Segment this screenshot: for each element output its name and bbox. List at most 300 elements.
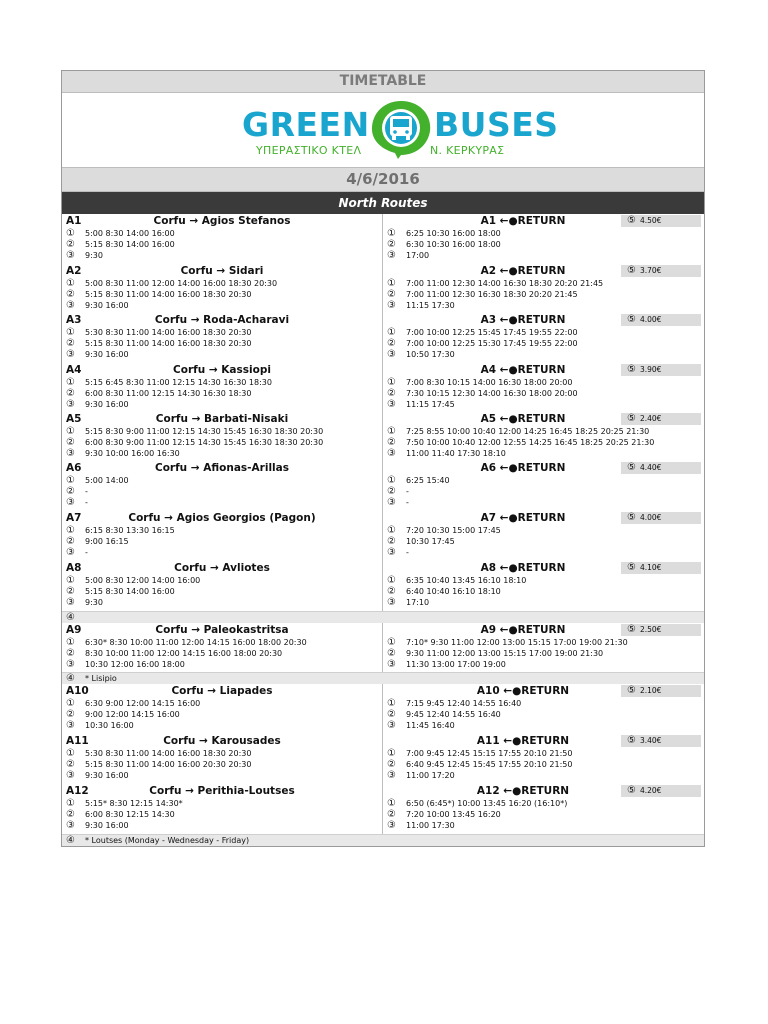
day-type-marker: ③ — [66, 597, 75, 608]
day-type-marker: ② — [66, 648, 75, 659]
departure-times: 6:25 10:30 16:00 18:00 — [406, 229, 501, 238]
day-type-marker: ② — [66, 388, 75, 399]
day-type-marker: ① — [387, 748, 396, 759]
fare-icon: ⑤ — [627, 685, 636, 696]
schedule-row — [383, 388, 704, 399]
route-code: A2 — [66, 265, 82, 277]
schedule-row — [383, 720, 704, 731]
schedule-row — [383, 228, 704, 239]
schedule-row — [383, 770, 704, 781]
footnote-marker: ④ — [66, 835, 75, 846]
departure-times: 5:15 8:30 14:00 16:00 — [85, 240, 175, 249]
day-type-marker: ② — [387, 486, 396, 497]
route-destination: Corfu → Agios Stefanos — [153, 215, 291, 227]
schedule-row — [383, 448, 704, 459]
route-header — [62, 511, 382, 525]
departure-times: 6:00 8:30 11:00 12:15 14:30 16:30 18:30 — [85, 389, 252, 398]
fare-badge — [621, 562, 701, 574]
footnote-text: * Loutses (Monday - Wednesday - Friday) — [85, 836, 250, 845]
day-type-marker: ③ — [387, 720, 396, 731]
return-label: A2 ←●RETURN — [480, 265, 566, 277]
route-header — [62, 561, 382, 575]
departure-times: 17:00 — [406, 251, 430, 260]
schedule-row — [62, 770, 382, 781]
departure-times: 9:30 10:00 16:00 16:30 — [85, 449, 180, 458]
route-destination: Corfu → Karousades — [163, 735, 281, 747]
schedule-row — [62, 536, 382, 547]
route-header — [62, 623, 382, 637]
return-label: A11 ←●RETURN — [476, 735, 570, 747]
day-type-marker: ② — [66, 536, 75, 547]
fare-icon: ⑤ — [627, 215, 636, 226]
day-type-marker: ③ — [66, 720, 75, 731]
schedule-row — [383, 486, 704, 497]
return-label: A6 ←●RETURN — [480, 462, 566, 474]
day-type-marker: ③ — [66, 399, 75, 410]
return-label: A7 ←●RETURN — [480, 512, 566, 524]
route-block — [62, 313, 704, 363]
schedule-row — [62, 399, 382, 410]
departure-times: 10:30 17:45 — [406, 537, 455, 546]
departure-times: 7:00 10:00 12:25 15:30 17:45 19:55 22:00 — [406, 339, 578, 348]
day-type-marker: ① — [66, 698, 75, 709]
route-block — [62, 412, 704, 461]
departure-times: 11:00 11:40 17:30 18:10 — [406, 449, 506, 458]
route-destination: Corfu → Paleokastritsa — [155, 624, 289, 636]
outbound-schedule — [62, 264, 383, 313]
outbound-schedule — [62, 784, 383, 834]
region-header: North Routes — [62, 192, 704, 214]
day-type-marker: ① — [66, 748, 75, 759]
route-block — [62, 363, 704, 412]
route-block — [62, 623, 704, 684]
fare-badge — [621, 215, 701, 227]
route-code: A7 — [66, 512, 82, 524]
day-type-marker: ② — [387, 437, 396, 448]
departure-times: 5:00 14:00 — [85, 476, 129, 485]
schedule-row — [62, 547, 382, 558]
schedule-row — [62, 748, 382, 759]
logo-banner — [62, 93, 704, 168]
route-row — [62, 684, 704, 734]
logo-word-buses: BUSES — [434, 105, 559, 144]
departure-times: 7:10* 9:30 11:00 12:00 13:00 15:15 17:00 19:00 21:30 — [406, 638, 628, 647]
day-type-marker: ② — [66, 809, 75, 820]
departure-times: - — [85, 548, 88, 557]
day-type-marker: ③ — [387, 497, 396, 508]
return-header — [383, 412, 704, 426]
schedule-row — [62, 759, 382, 770]
schedule-row — [383, 748, 704, 759]
schedule-row — [383, 547, 704, 558]
departure-times: 10:50 17:30 — [406, 350, 455, 359]
schedule-row — [62, 648, 382, 659]
day-type-marker: ① — [66, 426, 75, 437]
fare-icon: ⑤ — [627, 735, 636, 746]
departure-times: - — [85, 487, 88, 496]
day-type-marker: ① — [66, 575, 75, 586]
departure-times: 9:30 11:00 12:00 13:00 15:15 17:00 19:00 21:30 — [406, 649, 604, 658]
fare-icon: ⑤ — [627, 512, 636, 523]
departure-times: 11:00 17:30 — [406, 821, 455, 830]
route-destination: Corfu → Sidari — [180, 265, 264, 277]
route-code: A11 — [66, 735, 89, 747]
fare-value: 2.50€ — [639, 625, 662, 634]
logo-word-green: GREEN — [242, 105, 370, 144]
schedule-row — [62, 575, 382, 586]
day-type-marker: ② — [66, 486, 75, 497]
fare-value: 4.50€ — [639, 216, 662, 225]
fare-value: 3.90€ — [639, 365, 662, 374]
departure-times: 10:30 12:00 16:00 18:00 — [85, 660, 185, 669]
departure-times: 6:15 8:30 13:30 16:15 — [85, 526, 175, 535]
departure-times: 7:25 8:55 10:00 10:40 12:00 14:25 16:45 18:25 20:25 21:30 — [406, 427, 650, 436]
route-code: A9 — [66, 624, 82, 636]
schedule-row — [383, 525, 704, 536]
outbound-schedule — [62, 623, 383, 672]
departure-times: 9:00 16:15 — [85, 537, 129, 546]
schedule-row — [62, 437, 382, 448]
schedule-row — [383, 798, 704, 809]
departure-times: 9:30 16:00 — [85, 771, 129, 780]
day-type-marker: ① — [387, 377, 396, 388]
footnote-text: * Lisipio — [85, 674, 117, 683]
return-header — [383, 313, 704, 327]
schedule-row — [62, 289, 382, 300]
fare-value: 4.20€ — [639, 786, 662, 795]
day-type-marker: ② — [66, 586, 75, 597]
departure-times: 7:20 10:00 13:45 16:20 — [406, 810, 501, 819]
footnote-marker: ④ — [66, 673, 75, 684]
fare-value: 3.40€ — [639, 736, 662, 745]
departure-times: 7:20 10:30 15:00 17:45 — [406, 526, 501, 535]
day-type-marker: ① — [387, 475, 396, 486]
schedule-row — [62, 327, 382, 338]
departure-times: 5:15 8:30 14:00 16:00 — [85, 587, 175, 596]
day-type-marker: ① — [387, 698, 396, 709]
return-label: A5 ←●RETURN — [480, 413, 566, 425]
route-row — [62, 363, 704, 412]
return-header — [383, 461, 704, 475]
departure-times: - — [406, 548, 409, 557]
return-header — [383, 264, 704, 278]
route-code: A4 — [66, 364, 82, 376]
fare-value: 2.10€ — [639, 686, 662, 695]
schedule-row — [383, 575, 704, 586]
schedule-row — [383, 239, 704, 250]
day-type-marker: ① — [387, 327, 396, 338]
departure-times: 6:00 8:30 9:00 11:00 12:15 14:30 15:45 16:30 18:30 20:30 — [85, 438, 324, 447]
departure-times: 11:45 16:40 — [406, 721, 455, 730]
fare-value: 4.00€ — [639, 315, 662, 324]
route-header — [62, 363, 382, 377]
departure-times: 7:50 10:00 10:40 12:00 12:55 14:25 16:45 18:25 20:25 21:30 — [406, 438, 655, 447]
fare-icon: ⑤ — [627, 364, 636, 375]
schedule-row — [383, 597, 704, 608]
day-type-marker: ③ — [387, 399, 396, 410]
return-schedule — [383, 412, 704, 461]
outbound-schedule — [62, 511, 383, 561]
day-type-marker: ③ — [66, 547, 75, 558]
day-type-marker: ③ — [387, 448, 396, 459]
departure-times: 5:00 8:30 14:00 16:00 — [85, 229, 175, 238]
fare-icon: ⑤ — [627, 462, 636, 473]
route-row — [62, 412, 704, 461]
schedule-row — [383, 809, 704, 820]
return-schedule — [383, 511, 704, 561]
schedule-row — [383, 659, 704, 670]
route-footnote — [62, 611, 704, 623]
day-type-marker: ③ — [66, 820, 75, 831]
outbound-schedule — [62, 684, 383, 734]
route-header — [62, 412, 382, 426]
outbound-schedule — [62, 461, 383, 511]
route-destination: Corfu → Kassiopi — [173, 364, 271, 376]
schedule-row — [62, 809, 382, 820]
departure-times: 5:15 8:30 11:00 14:00 16:00 20:30 20:30 — [85, 760, 252, 769]
schedule-row — [383, 338, 704, 349]
logo-subtitle-right: Ν. ΚΕΡΚΥΡΑΣ — [430, 144, 505, 157]
schedule-row — [62, 278, 382, 289]
route-code: A5 — [66, 413, 82, 425]
return-header — [383, 511, 704, 525]
departure-times: 5:30 8:30 11:00 14:00 16:00 18:30 20:30 — [85, 328, 252, 337]
schedule-row — [383, 475, 704, 486]
schedule-row — [62, 448, 382, 459]
return-schedule — [383, 561, 704, 611]
departure-times: 9:45 12:40 14:55 16:40 — [406, 710, 501, 719]
outbound-schedule — [62, 313, 383, 363]
route-header — [62, 784, 382, 798]
day-type-marker: ① — [66, 278, 75, 289]
departure-times: 9:30 — [85, 251, 103, 260]
route-destination: Corfu → Avliotes — [174, 562, 270, 574]
day-type-marker: ③ — [66, 250, 75, 261]
return-header — [383, 363, 704, 377]
route-destination: Corfu → Agios Georgios (Pagon) — [128, 512, 316, 524]
schedule-row — [62, 250, 382, 261]
route-row — [62, 264, 704, 313]
schedule-row — [383, 327, 704, 338]
route-header — [62, 684, 382, 698]
logo-subtitle-left: ΥΠΕΡΑΣΤΙΚΟ ΚΤΕΛ — [256, 144, 362, 157]
departure-times: 11:00 17:20 — [406, 771, 455, 780]
day-type-marker: ② — [387, 586, 396, 597]
fare-value: 3.70€ — [639, 266, 662, 275]
departure-times: 9:30 — [85, 598, 103, 607]
departure-times: 9:00 12:00 14:15 16:00 — [85, 710, 180, 719]
departure-times: 9:30 16:00 — [85, 821, 129, 830]
departure-times: 6:30 10:30 16:00 18:00 — [406, 240, 501, 249]
departure-times: 5:00 8:30 12:00 14:00 16:00 — [85, 576, 201, 585]
schedule-row — [383, 709, 704, 720]
day-type-marker: ③ — [66, 497, 75, 508]
departure-times: 7:00 9:45 12:45 15:15 17:55 20:10 21:50 — [406, 749, 573, 758]
return-schedule — [383, 461, 704, 511]
departure-times: 7:15 9:45 12:40 14:55 16:40 — [406, 699, 522, 708]
day-type-marker: ① — [66, 327, 75, 338]
day-type-marker: ① — [66, 377, 75, 388]
departure-times: 9:30 16:00 — [85, 350, 129, 359]
fare-icon: ⑤ — [627, 265, 636, 276]
day-type-marker: ② — [66, 437, 75, 448]
day-type-marker: ② — [66, 239, 75, 250]
route-header — [62, 264, 382, 278]
return-header — [383, 684, 704, 698]
departure-times: 6:00 8:30 12:15 14:30 — [85, 810, 175, 819]
route-block — [62, 784, 704, 846]
schedule-row — [383, 497, 704, 508]
route-code: A1 — [66, 215, 82, 227]
day-type-marker: ② — [66, 709, 75, 720]
timetable-sheet — [61, 70, 705, 847]
day-type-marker: ① — [66, 475, 75, 486]
schedule-row — [62, 426, 382, 437]
fare-value: 4.40€ — [639, 463, 662, 472]
departure-times: 5:30 8:30 11:00 14:00 16:00 18:30 20:30 — [85, 749, 252, 758]
schedule-row — [383, 536, 704, 547]
departure-times: 6:40 10:40 16:10 18:10 — [406, 587, 501, 596]
fare-icon: ⑤ — [627, 314, 636, 325]
route-block — [62, 461, 704, 511]
day-type-marker: ② — [387, 239, 396, 250]
departure-times: 6:30 9:00 12:00 14:15 16:00 — [85, 699, 201, 708]
return-label: A4 ←●RETURN — [480, 364, 566, 376]
fare-value: 2.40€ — [639, 414, 662, 423]
outbound-schedule — [62, 363, 383, 412]
departure-times: 5:15* 8:30 12:15 14:30* — [85, 799, 183, 808]
route-row — [62, 511, 704, 561]
schedule-row — [383, 820, 704, 831]
departure-times: - — [406, 487, 409, 496]
fare-badge — [621, 364, 701, 376]
departure-times: 17:10 — [406, 598, 430, 607]
departure-times: 8:30 10:00 11:00 12:00 14:15 16:00 18:00 20:30 — [85, 649, 283, 658]
route-code: A8 — [66, 562, 82, 574]
departure-times: 7:00 11:00 12:30 16:30 18:30 20:20 21:45 — [406, 290, 578, 299]
return-schedule — [383, 623, 704, 672]
fare-badge — [621, 735, 701, 747]
day-type-marker: ③ — [387, 300, 396, 311]
schedule-row — [62, 637, 382, 648]
fare-badge — [621, 685, 701, 697]
fare-icon: ⑤ — [627, 413, 636, 424]
route-code: A3 — [66, 314, 82, 326]
route-header — [62, 461, 382, 475]
fare-icon: ⑤ — [627, 562, 636, 573]
return-header — [383, 623, 704, 637]
fare-badge — [621, 314, 701, 326]
departure-times: 9:30 16:00 — [85, 400, 129, 409]
departure-times: 11:15 17:45 — [406, 400, 455, 409]
fare-badge — [621, 265, 701, 277]
route-destination: Corfu → Roda-Acharavi — [154, 314, 290, 326]
return-label: A8 ←●RETURN — [480, 562, 566, 574]
route-destination: Corfu → Perithia-Loutses — [149, 785, 295, 797]
route-row — [62, 461, 704, 511]
return-label: A1 ←●RETURN — [480, 215, 566, 227]
route-row — [62, 784, 704, 834]
day-type-marker: ③ — [66, 770, 75, 781]
schedule-row — [383, 698, 704, 709]
route-row — [62, 561, 704, 611]
schedule-row — [383, 278, 704, 289]
departure-times: 10:30 16:00 — [85, 721, 134, 730]
return-schedule — [383, 214, 704, 264]
day-type-marker: ③ — [387, 820, 396, 831]
schedule-row — [383, 399, 704, 410]
schedule-row — [62, 497, 382, 508]
schedule-row — [62, 338, 382, 349]
departure-times: 5:15 8:30 11:00 14:00 16:00 18:30 20:30 — [85, 339, 252, 348]
route-footnote — [62, 672, 704, 684]
return-schedule — [383, 363, 704, 412]
day-type-marker: ② — [387, 809, 396, 820]
schedule-row — [62, 659, 382, 670]
footnote-marker: ④ — [66, 612, 75, 623]
departure-times: 7:00 8:30 10:15 14:00 16:30 18:00 20:00 — [406, 378, 573, 387]
departure-times: 6:25 15:40 — [406, 476, 450, 485]
day-type-marker: ② — [387, 388, 396, 399]
fare-icon: ⑤ — [627, 785, 636, 796]
schedule-row — [383, 759, 704, 770]
schedule-row — [62, 709, 382, 720]
schedule-row — [62, 377, 382, 388]
return-schedule — [383, 684, 704, 734]
fare-badge — [621, 462, 701, 474]
route-block — [62, 561, 704, 623]
return-schedule — [383, 264, 704, 313]
outbound-schedule — [62, 412, 383, 461]
day-type-marker: ② — [387, 536, 396, 547]
page-title: TIMETABLE — [62, 71, 704, 93]
bus-logo-icon — [368, 99, 434, 159]
route-footnote — [62, 834, 704, 846]
return-header — [383, 214, 704, 228]
schedule-row — [62, 525, 382, 536]
departure-times: 6:40 9:45 12:45 15:45 17:55 20:10 21:50 — [406, 760, 573, 769]
day-type-marker: ① — [387, 575, 396, 586]
departure-times: 6:30* 8:30 10:00 11:00 12:00 14:15 16:00 18:00 20:30 — [85, 638, 307, 647]
day-type-marker: ① — [66, 525, 75, 536]
schedule-row — [62, 486, 382, 497]
day-type-marker: ② — [387, 709, 396, 720]
day-type-marker: ① — [66, 637, 75, 648]
outbound-schedule — [62, 734, 383, 784]
departure-times: - — [85, 498, 88, 507]
departure-times: 9:30 16:00 — [85, 301, 129, 310]
day-type-marker: ① — [387, 525, 396, 536]
day-type-marker: ① — [387, 637, 396, 648]
schedule-row — [383, 637, 704, 648]
route-block — [62, 511, 704, 561]
day-type-marker: ② — [66, 289, 75, 300]
route-code: A12 — [66, 785, 89, 797]
day-type-marker: ① — [66, 228, 75, 239]
day-type-marker: ③ — [387, 597, 396, 608]
schedule-row — [383, 586, 704, 597]
departure-times: 11:15 17:30 — [406, 301, 455, 310]
day-type-marker: ③ — [66, 659, 75, 670]
schedule-row — [62, 475, 382, 486]
departure-times: 11:30 13:00 17:00 19:00 — [406, 660, 506, 669]
route-row — [62, 214, 704, 264]
route-header — [62, 313, 382, 327]
day-type-marker: ① — [387, 426, 396, 437]
schedule-row — [383, 250, 704, 261]
departure-times: 5:15 8:30 9:00 11:00 12:15 14:30 15:45 16:30 18:30 20:30 — [85, 427, 324, 436]
fare-badge — [621, 512, 701, 524]
